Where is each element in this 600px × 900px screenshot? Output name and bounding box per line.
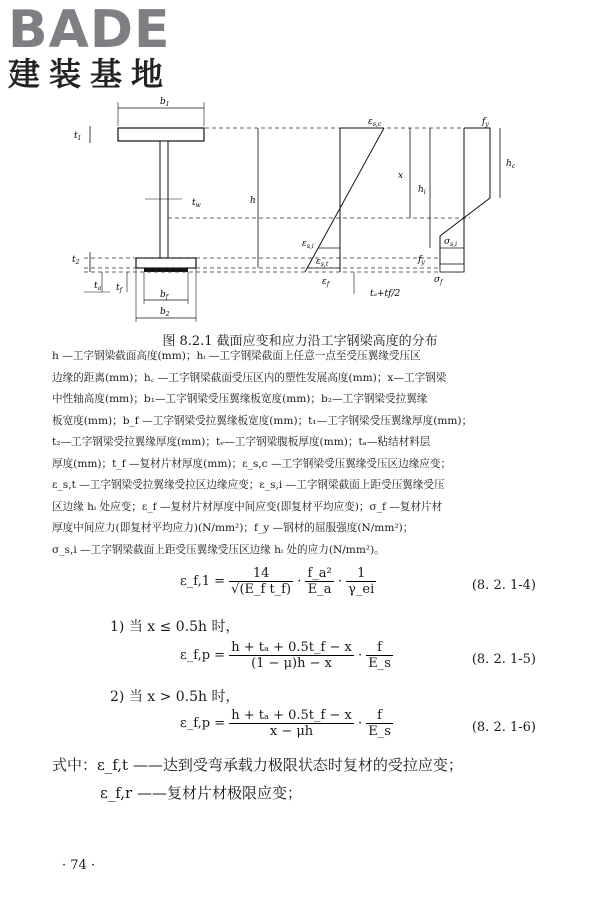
label-fy2: $f_y$ (418, 255, 425, 266)
strain-line (305, 128, 384, 272)
label-t2: $t_2$ (72, 255, 80, 266)
label-eps-f: $\varepsilon_f$ (322, 277, 330, 288)
equation-8-2-1-6: ε_f,p = $\frac{\text{h + tₐ + 0.5t\_f − x}}{x - \mu h}$ · $\frac{f}{E\_s}$ (180, 708, 391, 739)
label-tw: $t_w$ (192, 198, 201, 209)
where-line-1: 式中：ε_f,t ——达到受弯承载力极限状态时复材的受拉应变； (52, 756, 463, 774)
stress-strain-figure (0, 90, 600, 330)
figure-caption: 图 8.2.1 截面应变和应力沿工字钢梁高度的分布 (162, 334, 438, 349)
legend-line: σ_s,i —工字钢梁截面上距受压翼缘受压区边缘 hᵢ 处的应力(N/mm²)。 (52, 543, 385, 556)
legend-line: 板宽度(mm)；b_f —工字钢梁受拉翼缘板宽度(mm)；t₁—工字钢梁受压翼缘厚度(mm)； (52, 414, 473, 427)
legend-line: 边缘的距离(mm)；h꜀ —工字钢梁截面受压区内的塑性发展高度(mm)；x—工字钢梁 (52, 371, 447, 384)
equation-number: (8. 2. 1-5) (471, 652, 536, 667)
frp-stress-block (440, 264, 464, 272)
web (160, 141, 168, 259)
legend-line: 厚度(mm)；t_f —复材片材厚度(mm)；ε_s,c —工字钢梁受压翼缘受压区边缘应变； (52, 457, 452, 470)
legend-line: 中性轴高度(mm)；b₁—工字钢梁受压翼缘板宽度(mm)；b₂—工字钢梁受拉翼缘 (52, 393, 428, 405)
label-bf: $b_f$ (160, 290, 168, 301)
label-b1: $b_1$ (160, 97, 170, 108)
label-sigma-f: $\sigma_f$ (434, 275, 443, 286)
condition-1: 1) 当 x ≤ 0.5h 时， (110, 619, 240, 635)
condition-2: 2) 当 x > 0.5h 时， (110, 689, 240, 705)
label-tf: $t_f$ (116, 283, 122, 294)
label-eps-st: $\varepsilon_{s,t}$ (316, 257, 329, 268)
label-h: h (250, 196, 256, 206)
label-x: x (398, 171, 404, 181)
frp-strip (144, 268, 188, 272)
page-number: · 74 · (62, 858, 96, 873)
stress-profile (440, 128, 490, 268)
label-eps-sc: $\varepsilon_{s,c}$ (368, 117, 382, 128)
figure-legend (52, 346, 560, 561)
label-b2: $b_2$ (160, 307, 170, 318)
label-t1: $t_1$ (74, 131, 82, 142)
legend-line: 厚度中间应力(即复材平均应力)(N/mm²)；f_y —钢材的屈服强度(N/mm²)； (52, 522, 414, 534)
legend-line: h —工字钢梁截面高度(mm)；hᵢ —工字钢梁截面上任意一点至受压翼缘受压区 (52, 350, 421, 362)
label-hi: $h_i$ (418, 185, 426, 196)
label-sigma-si: $\sigma_{s,i}$ (444, 237, 458, 248)
legend-line: 区边缘 hᵢ 处应变；ε_f —复材片材厚度中间应变(即复材平均应变)；σ_f —复材片材 (52, 500, 443, 513)
label-hc: $h_c$ (506, 159, 516, 170)
equation-number: (8. 2. 1-6) (471, 720, 536, 735)
label-eps-si: $\varepsilon_{s,i}$ (302, 239, 314, 250)
equation-8-2-1-5: ε_f,p = $\frac{\text{h + tₐ + 0.5t\_f − x}}{(1 - \mu)h - x}$ · $\frac{f}{E\_s}$ (180, 640, 391, 671)
legend-line: ε_s,t —工字钢梁受拉翼缘受拉区边缘应变；ε_s,i —工字钢梁截面上距受压翼缘受压 (52, 479, 445, 491)
label-ta-tf-half: tₐ+tf/2 (370, 289, 401, 299)
where-line-2: ε_f,r ——复材片材极限应变； (100, 784, 302, 802)
equation-number: (8. 2. 1-4) (471, 578, 536, 593)
brand-logo: BADE (8, 0, 171, 60)
label-fy: $f_y$ (482, 117, 489, 128)
brand-subtitle: 建装基地 (8, 55, 173, 93)
label-ta: $t_a$ (94, 281, 102, 292)
bottom-flange (136, 258, 196, 268)
equation-8-2-1-4: ε_f,1 = $\frac{14}{\text{√(E\_f t\_f)}}$ · $\frac{\text{f\_a²}}{E\_a}$ · $\frac{1}{\gamma\_ei}$ (180, 566, 375, 597)
top-flange (118, 128, 204, 141)
legend-line: t₂—工字钢梁受拉翼缘厚度(mm)；tᵥ—工字钢梁腹板厚度(mm)；tₐ—粘结材料层 (52, 436, 431, 448)
